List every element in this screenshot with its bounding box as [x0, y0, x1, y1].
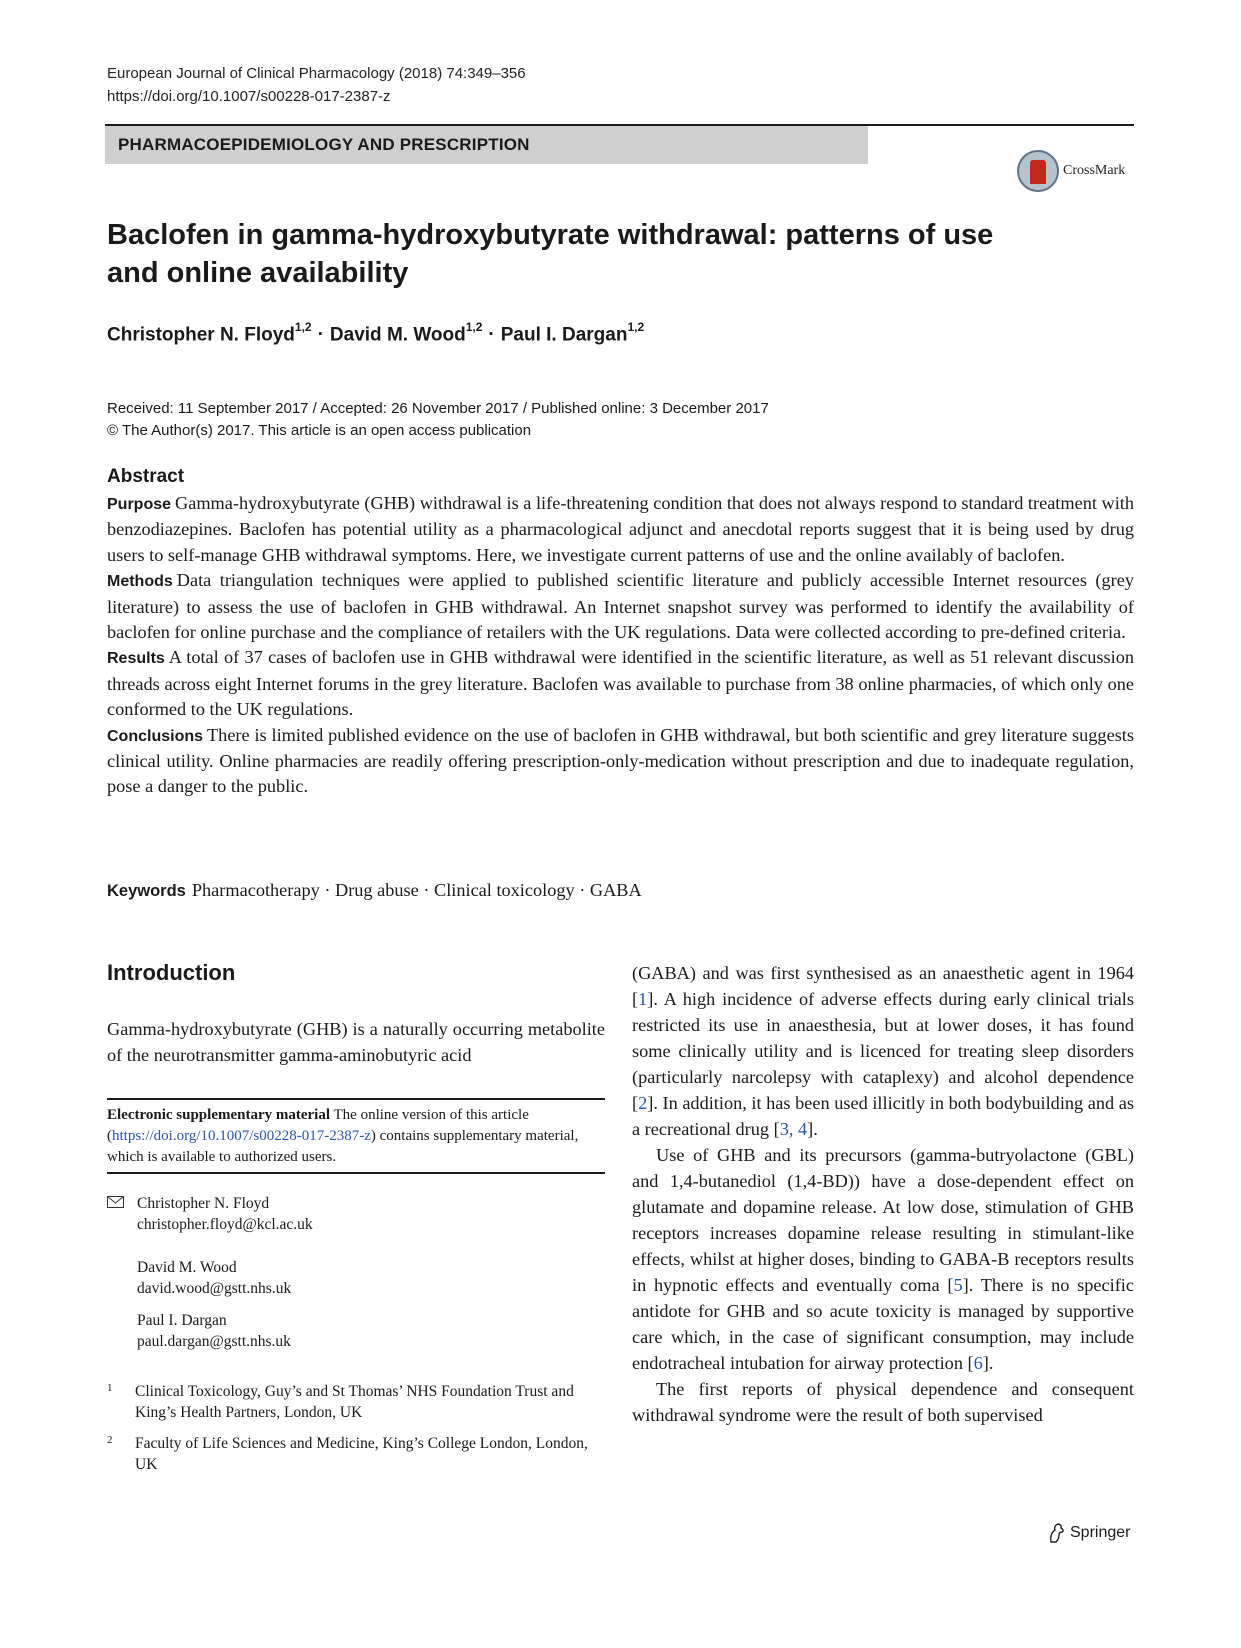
- crossmark-icon: [1017, 150, 1059, 192]
- text-run: (GABA) and was first synthesised as an anaesthetic agent in 1964 [: [632, 963, 1134, 1009]
- abstract-methods-label: Methods: [107, 573, 173, 591]
- abstract-purpose-label: Purpose: [107, 496, 172, 513]
- abstract-results: [107, 645, 1134, 722]
- copyright-notice: © The Author(s) 2017. This article is an open access publication: [107, 422, 532, 439]
- affiliation-text: Clinical Toxicology, Guy’s and St Thomas’ NHS Foundation Trust and King’s Health Partners, London, UK: [135, 1383, 574, 1421]
- contact-email[interactable]: david.wood@gstt.nhs.uk: [137, 1280, 292, 1297]
- springer-label: Springer: [1070, 1524, 1131, 1541]
- contact-email[interactable]: christopher.floyd@kcl.ac.uk: [137, 1216, 313, 1233]
- introduction-right-column: [632, 960, 1134, 1428]
- introduction-left-text: Gamma-hydroxybutyrate (GHB) is a naturally occurring metabolite of the neurotransmitter gamma-aminobutyric acid: [107, 1019, 605, 1065]
- text-run: ]. In addition, it has been used illicitly in both bodybuilding and as a recreational drug [: [632, 1093, 1134, 1139]
- text-run: ].: [982, 1353, 994, 1373]
- abstract-results-label: Results: [107, 650, 165, 668]
- esm-rule-bottom: [107, 1172, 605, 1174]
- author-name[interactable]: David M. Wood: [329, 324, 466, 346]
- abstract-heading: Abstract: [107, 466, 185, 487]
- author-affiliation-sup: 1,2: [465, 320, 483, 334]
- abstract-conclusions-label: Conclusions: [107, 727, 204, 745]
- intro-paragraph: [632, 960, 1134, 1142]
- introduction-heading: Introduction: [107, 960, 236, 985]
- affiliation-text: Faculty of Life Sciences and Medicine, King’s College London, London, UK: [135, 1435, 588, 1473]
- citation-link[interactable]: 5: [953, 1275, 963, 1295]
- article-title: Baclofen in gamma-hydroxybutyrate withdrawal: patterns of use and online availability: [107, 219, 994, 289]
- text-run: Use of GHB and its precursors (gamma-butryolactone (GBL) and 1,4-butanediol (1,4-BD)) have a dose-dependent effect on glutamate and dopamine release. At low dose, stimulation of GHB receptors increases dopamine release resulting in stimulant-like effects, whilst at higher doses, binding to GABA-B receptors results in hypnotic effects and eventually coma [: [632, 1145, 1134, 1295]
- citation-link[interactable]: 3, 4: [779, 1119, 808, 1139]
- esm-rule-top: [107, 1098, 605, 1100]
- article-dates: Received: 11 September 2017 / Accepted: 26 November 2017 / Published online: 3 December 2017: [107, 400, 769, 417]
- text-run: ].: [807, 1119, 818, 1139]
- abstract-results-text: A total of 37 cases of baclofen use in GHB withdrawal were identified in the scientific literature, as well as 51 relevant discussion threads across eight Internet forums in the grey literature. Baclofen was available to purchase from 38 online pharmacies, of which only one conformed to the UK regulations.: [107, 647, 1134, 720]
- text-run: ]. A high incidence of adverse effects during early clinical trials restricted its use in anaesthesia, but at lower doses, it has found some clinically utility and is licenced for treating sleep disorders (particularly narcolepsy with cataplexy) and alcohol dependence [: [632, 989, 1134, 1113]
- contact-name: Paul I. Dargan: [137, 1312, 227, 1329]
- abstract-methods: [107, 568, 1134, 645]
- journal-citation: European Journal of Clinical Pharmacology (2018) 74:349–356: [107, 65, 526, 82]
- abstract-methods-text: Data triangulation techniques were applied to published scientific literature and publicly accessible Internet resources (grey literature) to assess the use of baclofen in GHB withdrawal. An Internet snapshot survey was performed to identify the availability of baclofen for online purchase and the compliance of retailers with the UK regulations. Data were collected according to pre-defined criteria.: [107, 570, 1134, 643]
- author-separator: ·: [317, 324, 324, 346]
- esm-link[interactable]: https://doi.org/10.1007/s00228-017-2387-z: [112, 1128, 371, 1144]
- esm-label: Electronic supplementary material: [107, 1107, 331, 1123]
- author-separator: ·: [488, 324, 495, 346]
- author-name[interactable]: Christopher N. Floyd: [107, 324, 295, 346]
- envelope-icon: [107, 1196, 124, 1208]
- contact-email[interactable]: paul.dargan@gstt.nhs.uk: [137, 1333, 291, 1350]
- author-name[interactable]: Paul I. Dargan: [500, 324, 628, 346]
- contact-name: Christopher N. Floyd: [137, 1195, 270, 1212]
- author-affiliation-sup: 1,2: [294, 320, 312, 334]
- contact-name: David M. Wood: [137, 1259, 237, 1276]
- abstract-purpose-text: Gamma-hydroxybutyrate (GHB) withdrawal is a life-threatening condition that does not always respond to standard treatment with benzodiazepines. Baclofen has potential utility as a pharmacological adjunct and anecdotal reports suggest that it is being used by drug users to self-manage GHB withdrawal symptoms. Here, we investigate current patterns of use and the online availably of baclofen.: [107, 493, 1135, 565]
- keywords: [107, 880, 642, 901]
- author-list: [107, 322, 644, 346]
- esm-text-a: The online version of this article (: [107, 1107, 529, 1144]
- doi-link[interactable]: https://doi.org/10.1007/s00228-017-2387-z: [107, 88, 391, 105]
- citation-link[interactable]: 2: [638, 1093, 648, 1113]
- contact-entry: [137, 1310, 291, 1352]
- abstract-conclusions: [107, 723, 1134, 800]
- springer-horse-icon: [1046, 1522, 1066, 1544]
- author-affiliation-sup: 1,2: [627, 320, 645, 334]
- keywords-text: Pharmacotherapy · Drug abuse · Clinical toxicology · GABA: [191, 880, 642, 900]
- keywords-label: Keywords: [107, 882, 186, 900]
- crossmark-label: CrossMark: [1063, 163, 1126, 178]
- affiliation-number: 2: [107, 1434, 113, 1446]
- supplementary-material-note: [107, 1105, 605, 1168]
- abstract-conclusions-text: There is limited published evidence on the use of baclofen in GHB withdrawal, but both scientific and grey literature suggests clinical utility. Online pharmacies are readily offering prescription-only-medication without prescription and due to inadequate regulation, pose a danger to the public.: [107, 724, 1134, 797]
- esm-text-b: ) contains supplementary material, which is available to authorized users.: [107, 1128, 579, 1165]
- contact-entry: [137, 1257, 291, 1299]
- contact-entry: [137, 1193, 313, 1235]
- abstract-purpose: [107, 491, 1134, 568]
- intro-paragraph: The first reports of physical dependence and consequent withdrawal syndrome were the result of both supervised: [632, 1379, 1134, 1425]
- intro-paragraph: [632, 1142, 1134, 1376]
- section-banner: PHARMACOEPIDEMIOLOGY AND PRESCRIPTION: [105, 126, 868, 164]
- citation-link[interactable]: 1: [638, 989, 648, 1009]
- citation-link[interactable]: 6: [973, 1353, 983, 1373]
- abstract-body: [107, 491, 1134, 800]
- springer-logo: [1046, 1522, 1146, 1546]
- text-run: ]. There is no specific antidote for GHB and so acute toxicity is managed by supportive care which, in the case of significant consumption, may include endotracheal intubation for airway protection [: [632, 1275, 1134, 1373]
- affiliation-number: 1: [107, 1382, 113, 1394]
- crossmark-button[interactable]: [1017, 150, 1137, 194]
